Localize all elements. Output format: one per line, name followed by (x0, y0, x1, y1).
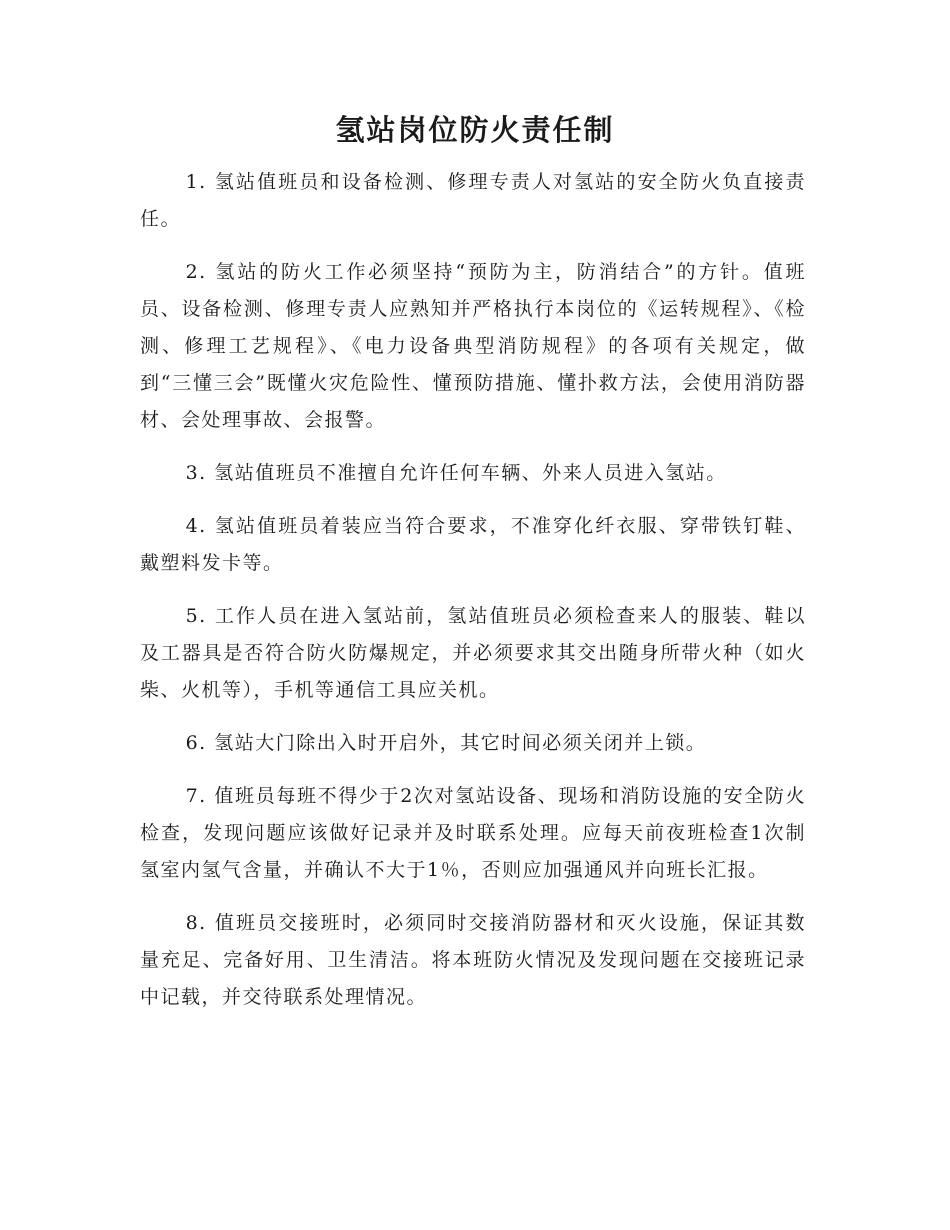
document-title: 氢站岗位防火责任制 (335, 113, 615, 147)
paragraph-2: 2. 氢站的防火工作必须坚持“预防为主，防消结合”的方针。值班员、设备检测、修理专责人应熟知并严格执行本岗位的《运转规程》、《检测、修理工艺规程》、《电力设备典型消防规程》的各项有关规定，做到“三懂三会”既懂火灾危险性、懂预防措施、懂扑救方法，会使用消防器材、会处理事故、会报警。 (140, 261, 806, 431)
paragraph-4: 4. 氢站值班员着装应当符合要求，不准穿化纤衣服、穿带铁钉鞋、戴塑料发卡等。 (140, 515, 806, 574)
paragraph-1: 1. 氢站值班员和设备检测、修理专责人对氢站的安全防火负直接责任。 (140, 171, 806, 230)
paragraph-6: 6. 氢站大门除出入时开启外，其它时间必须关闭并上锁。 (185, 732, 707, 754)
paragraph-3: 3. 氢站值班员不准擅自允许任何车辆、外来人员进入氢站。 (185, 462, 727, 484)
document-body (140, 164, 806, 1032)
paragraph-8: 8. 值班员交接班时，必须同时交接消防器材和灭火设施，保证其数量充足、完备好用、卫生清洁。将本班防火情况及发现问题在交接班记录中记载，并交待联系处理情况。 (140, 912, 806, 1008)
paragraph-5: 5. 工作人员在进入氢站前，氢站值班员必须检查来人的服装、鞋以及工器具是否符合防火防爆规定，并必须要求其交出随身所带火种（如火柴、火机等），手机等通信工具应关机。 (140, 605, 806, 701)
paragraph-7: 7. 值班员每班不得少于2次对氢站设备、现场和消防设施的安全防火检查，发现问题应该做好记录并及时联系处理。应每天前夜班检查1次制氢室内氢气含量，并确认不大于1％，否则应加强通风并向班长汇报。 (140, 785, 806, 881)
